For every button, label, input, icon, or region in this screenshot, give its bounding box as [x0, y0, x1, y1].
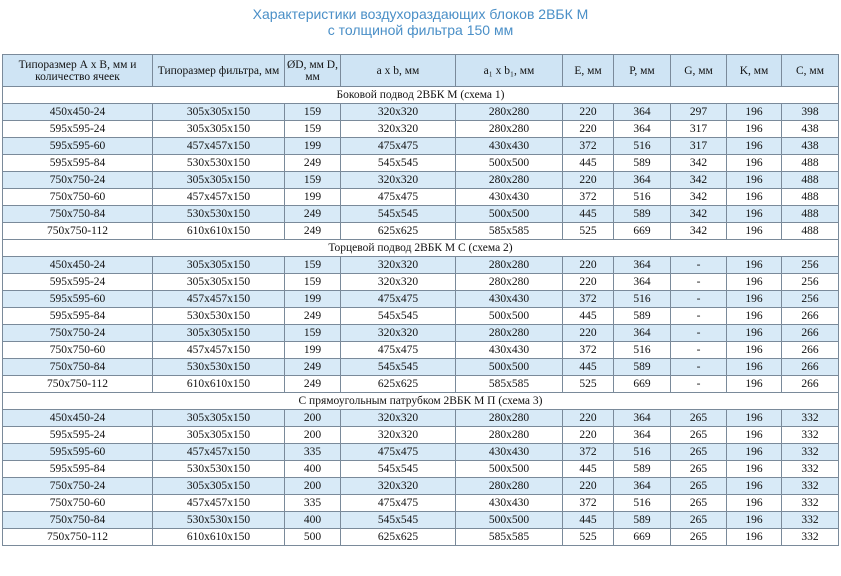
table-cell: 280x280: [456, 325, 563, 342]
table-row: [3, 512, 839, 529]
table-cell: 196: [727, 376, 782, 393]
header-cell: G, мм: [671, 55, 727, 87]
table-cell: 669: [614, 376, 671, 393]
table-cell: 159: [285, 172, 341, 189]
table-cell: 200: [285, 478, 341, 495]
table-cell: 516: [614, 495, 671, 512]
table-cell: 159: [285, 121, 341, 138]
table-cell: 320x320: [341, 121, 456, 138]
title-line-1: Характеристики воздухораздающих блоков 2ВБК М: [252, 6, 589, 22]
table-cell: 445: [563, 308, 614, 325]
table-cell: 589: [614, 155, 671, 172]
table-cell: 265: [671, 495, 727, 512]
table-cell: 750x750-112: [3, 529, 153, 546]
table-cell: 372: [563, 495, 614, 512]
table-row: [3, 189, 839, 206]
table-cell: 280x280: [456, 410, 563, 427]
table-cell: 457x457x150: [153, 291, 285, 308]
table-cell: 265: [671, 410, 727, 427]
table-cell: 430x430: [456, 138, 563, 155]
table-cell: 475x475: [341, 138, 456, 155]
table-cell: 196: [727, 529, 782, 546]
table-cell: 320x320: [341, 274, 456, 291]
table-cell: 220: [563, 478, 614, 495]
table-cell: 589: [614, 308, 671, 325]
table-row: [3, 478, 839, 495]
table-cell: 585x585: [456, 529, 563, 546]
table-cell: 750x750-84: [3, 359, 153, 376]
table-cell: 530x530x150: [153, 359, 285, 376]
table-cell: 342: [671, 155, 727, 172]
table-cell: 445: [563, 155, 614, 172]
table-cell: 445: [563, 512, 614, 529]
table-cell: 220: [563, 104, 614, 121]
table-cell: 625x625: [341, 376, 456, 393]
table-cell: 199: [285, 291, 341, 308]
table-cell: 220: [563, 427, 614, 444]
table-cell: 589: [614, 461, 671, 478]
table-cell: 320x320: [341, 104, 456, 121]
table-cell: 196: [727, 189, 782, 206]
table-cell: 430x430: [456, 291, 563, 308]
table-cell: 750x750-112: [3, 376, 153, 393]
header-cell: E, мм: [563, 55, 614, 87]
table-cell: 750x750-24: [3, 325, 153, 342]
table-cell: 196: [727, 495, 782, 512]
table-cell: 516: [614, 444, 671, 461]
table-cell: 595x595-84: [3, 308, 153, 325]
table-cell: 610x610x150: [153, 529, 285, 546]
table-cell: 342: [671, 172, 727, 189]
table-cell: 332: [782, 444, 839, 461]
section-header-row: [3, 393, 839, 410]
table-cell: 400: [285, 512, 341, 529]
section-title: Боковой подвод 2ВБК М (схема 1): [3, 87, 839, 104]
table-cell: 475x475: [341, 444, 456, 461]
table-cell: 196: [727, 172, 782, 189]
table-cell: 750x750-24: [3, 478, 153, 495]
table-cell: 196: [727, 104, 782, 121]
table-cell: 280x280: [456, 121, 563, 138]
table-cell: 342: [671, 206, 727, 223]
table-cell: 450x450-24: [3, 257, 153, 274]
table-cell: 750x750-24: [3, 172, 153, 189]
header-cell: C, мм: [782, 55, 839, 87]
table-cell: 196: [727, 461, 782, 478]
table-cell: 320x320: [341, 257, 456, 274]
table-cell: 196: [727, 410, 782, 427]
table-cell: 595x595-60: [3, 444, 153, 461]
table-cell: -: [671, 257, 727, 274]
table-cell: 266: [782, 325, 839, 342]
table-cell: 372: [563, 189, 614, 206]
table-cell: 266: [782, 342, 839, 359]
table-row: [3, 138, 839, 155]
table-cell: 196: [727, 308, 782, 325]
header-cell: a₁ x b₁, мм: [456, 55, 563, 87]
table-cell: 488: [782, 155, 839, 172]
table-cell: 305x305x150: [153, 325, 285, 342]
table-row: [3, 376, 839, 393]
table-cell: 196: [727, 155, 782, 172]
table-cell: 545x545: [341, 461, 456, 478]
table-cell: 488: [782, 223, 839, 240]
table-cell: 305x305x150: [153, 427, 285, 444]
table-cell: 450x450-24: [3, 104, 153, 121]
table-cell: 500x500: [456, 308, 563, 325]
table-cell: 530x530x150: [153, 308, 285, 325]
table-cell: 516: [614, 291, 671, 308]
table-cell: 545x545: [341, 359, 456, 376]
table-cell: 196: [727, 121, 782, 138]
table-row: [3, 529, 839, 546]
table-row: [3, 359, 839, 376]
table-cell: 398: [782, 104, 839, 121]
table-cell: 595x595-60: [3, 138, 153, 155]
table-cell: 589: [614, 512, 671, 529]
table-cell: 199: [285, 342, 341, 359]
table-cell: 249: [285, 223, 341, 240]
table-cell: 320x320: [341, 410, 456, 427]
header-cell: Типоразмер фильтра, мм: [153, 55, 285, 87]
table-row: [3, 104, 839, 121]
table-cell: -: [671, 359, 727, 376]
table-cell: 364: [614, 257, 671, 274]
table-cell: 317: [671, 138, 727, 155]
table-cell: 516: [614, 138, 671, 155]
table-cell: 200: [285, 410, 341, 427]
table-cell: 457x457x150: [153, 444, 285, 461]
table-cell: -: [671, 291, 727, 308]
table-cell: 516: [614, 342, 671, 359]
table-cell: 430x430: [456, 342, 563, 359]
table-cell: 545x545: [341, 308, 456, 325]
section-header-row: [3, 87, 839, 104]
table-cell: 430x430: [456, 444, 563, 461]
table-row: [3, 291, 839, 308]
table-cell: 320x320: [341, 478, 456, 495]
table-cell: 200: [285, 427, 341, 444]
table-cell: 342: [671, 223, 727, 240]
table-cell: 305x305x150: [153, 478, 285, 495]
table-cell: 305x305x150: [153, 274, 285, 291]
table-cell: 332: [782, 427, 839, 444]
table-cell: 265: [671, 444, 727, 461]
header-cell: a x b, мм: [341, 55, 456, 87]
table-cell: 196: [727, 444, 782, 461]
table-cell: 545x545: [341, 206, 456, 223]
table-cell: 610x610x150: [153, 376, 285, 393]
table-cell: 400: [285, 461, 341, 478]
table-cell: 196: [727, 257, 782, 274]
table-cell: 750x750-60: [3, 495, 153, 512]
table-cell: 265: [671, 512, 727, 529]
table-cell: 265: [671, 529, 727, 546]
table-cell: 196: [727, 325, 782, 342]
table-cell: 372: [563, 291, 614, 308]
table-row: [3, 342, 839, 359]
table-cell: -: [671, 376, 727, 393]
table-cell: 249: [285, 206, 341, 223]
table-cell: 196: [727, 138, 782, 155]
table-cell: 159: [285, 274, 341, 291]
table-cell: 595x595-24: [3, 121, 153, 138]
table-cell: 457x457x150: [153, 138, 285, 155]
table-cell: 445: [563, 461, 614, 478]
table-cell: 220: [563, 274, 614, 291]
table-cell: 320x320: [341, 427, 456, 444]
table-row: [3, 410, 839, 427]
table-cell: 332: [782, 410, 839, 427]
header-cell: ØD, мм D, мм: [285, 55, 341, 87]
table-cell: 585x585: [456, 376, 563, 393]
table-cell: 256: [782, 257, 839, 274]
table-cell: 305x305x150: [153, 172, 285, 189]
table-cell: 610x610x150: [153, 223, 285, 240]
table-cell: 220: [563, 257, 614, 274]
page-title: [0, 6, 841, 38]
table-cell: 525: [563, 529, 614, 546]
table-cell: 457x457x150: [153, 342, 285, 359]
table-cell: 196: [727, 512, 782, 529]
table-cell: 364: [614, 274, 671, 291]
table-cell: 266: [782, 308, 839, 325]
table-cell: 475x475: [341, 342, 456, 359]
table-cell: 475x475: [341, 495, 456, 512]
table-cell: 280x280: [456, 478, 563, 495]
table-cell: 196: [727, 342, 782, 359]
table-cell: 457x457x150: [153, 189, 285, 206]
section-header-row: [3, 240, 839, 257]
table-body: [3, 87, 839, 546]
table-cell: 430x430: [456, 495, 563, 512]
table-cell: 159: [285, 325, 341, 342]
table-cell: 199: [285, 138, 341, 155]
table-cell: 249: [285, 308, 341, 325]
table-row: [3, 427, 839, 444]
table-cell: 364: [614, 104, 671, 121]
table-cell: 457x457x150: [153, 495, 285, 512]
table-cell: 280x280: [456, 427, 563, 444]
table-cell: 669: [614, 529, 671, 546]
table-cell: 595x595-60: [3, 291, 153, 308]
table-cell: 595x595-24: [3, 427, 153, 444]
table-cell: 438: [782, 138, 839, 155]
table-cell: 364: [614, 325, 671, 342]
table-cell: 750x750-60: [3, 342, 153, 359]
table-cell: 332: [782, 529, 839, 546]
table-row: [3, 223, 839, 240]
table-cell: 297: [671, 104, 727, 121]
table-cell: 220: [563, 410, 614, 427]
table-cell: 220: [563, 121, 614, 138]
table-cell: 220: [563, 325, 614, 342]
table-cell: 249: [285, 376, 341, 393]
table-cell: -: [671, 325, 727, 342]
table-cell: 196: [727, 291, 782, 308]
table-cell: 500x500: [456, 359, 563, 376]
table-cell: 265: [671, 427, 727, 444]
header-cell: P, мм: [614, 55, 671, 87]
table-cell: 332: [782, 512, 839, 529]
table-cell: 372: [563, 342, 614, 359]
table-cell: 364: [614, 121, 671, 138]
table-row: [3, 495, 839, 512]
table-cell: -: [671, 308, 727, 325]
table-cell: 364: [614, 478, 671, 495]
table-cell: 516: [614, 189, 671, 206]
header-cell: K, мм: [727, 55, 782, 87]
table-cell: 317: [671, 121, 727, 138]
table-cell: 320x320: [341, 325, 456, 342]
table-row: [3, 274, 839, 291]
table-cell: 196: [727, 478, 782, 495]
table-cell: 335: [285, 444, 341, 461]
table-row: [3, 444, 839, 461]
table-cell: 196: [727, 206, 782, 223]
table-cell: 430x430: [456, 189, 563, 206]
table-cell: 525: [563, 223, 614, 240]
table-cell: 500: [285, 529, 341, 546]
table-cell: 530x530x150: [153, 206, 285, 223]
table-cell: 372: [563, 138, 614, 155]
table-cell: 595x595-84: [3, 461, 153, 478]
table-cell: 488: [782, 189, 839, 206]
table-cell: 256: [782, 291, 839, 308]
table-cell: 280x280: [456, 104, 563, 121]
table-cell: 525: [563, 376, 614, 393]
table-cell: 305x305x150: [153, 104, 285, 121]
header-row: [3, 55, 839, 87]
table-cell: 545x545: [341, 512, 456, 529]
table-cell: 196: [727, 359, 782, 376]
table-cell: 585x585: [456, 223, 563, 240]
table-cell: 595x595-24: [3, 274, 153, 291]
table-cell: 265: [671, 461, 727, 478]
table-cell: 750x750-60: [3, 189, 153, 206]
table-cell: 530x530x150: [153, 512, 285, 529]
table-cell: 220: [563, 172, 614, 189]
table-cell: 669: [614, 223, 671, 240]
table-cell: 159: [285, 104, 341, 121]
table-cell: 265: [671, 478, 727, 495]
table-cell: 438: [782, 121, 839, 138]
table-cell: 500x500: [456, 461, 563, 478]
table-cell: 530x530x150: [153, 461, 285, 478]
table-cell: 332: [782, 495, 839, 512]
table-cell: 266: [782, 376, 839, 393]
table-cell: 266: [782, 359, 839, 376]
table-cell: 445: [563, 206, 614, 223]
table-cell: 305x305x150: [153, 410, 285, 427]
table-cell: 249: [285, 155, 341, 172]
header-cell: Типоразмер А х В, мм и количество ячеек: [3, 55, 153, 87]
table-cell: 595x595-84: [3, 155, 153, 172]
table-cell: 249: [285, 359, 341, 376]
table-cell: 196: [727, 223, 782, 240]
table-row: [3, 325, 839, 342]
table-cell: 750x750-84: [3, 206, 153, 223]
table-cell: 280x280: [456, 257, 563, 274]
table-cell: 196: [727, 274, 782, 291]
table-cell: 256: [782, 274, 839, 291]
table-cell: 372: [563, 444, 614, 461]
table-cell: 280x280: [456, 172, 563, 189]
table-row: [3, 172, 839, 189]
table-cell: -: [671, 342, 727, 359]
table-cell: 332: [782, 461, 839, 478]
table-row: [3, 461, 839, 478]
title-line-2: с толщиной фильтра 150 мм: [327, 22, 514, 38]
table-cell: 332: [782, 478, 839, 495]
table-cell: 364: [614, 172, 671, 189]
table-row: [3, 155, 839, 172]
table-cell: 159: [285, 257, 341, 274]
table-cell: 500x500: [456, 512, 563, 529]
table-cell: 450x450-24: [3, 410, 153, 427]
table-cell: 589: [614, 359, 671, 376]
table-row: [3, 206, 839, 223]
table-cell: 488: [782, 172, 839, 189]
table-cell: 750x750-112: [3, 223, 153, 240]
table-cell: 196: [727, 427, 782, 444]
table-cell: 320x320: [341, 172, 456, 189]
table-cell: 545x545: [341, 155, 456, 172]
table-cell: 488: [782, 206, 839, 223]
table-row: [3, 257, 839, 274]
table-cell: 625x625: [341, 223, 456, 240]
table-row: [3, 308, 839, 325]
table-cell: 364: [614, 410, 671, 427]
table-cell: 305x305x150: [153, 121, 285, 138]
table-cell: 305x305x150: [153, 257, 285, 274]
table-cell: 199: [285, 189, 341, 206]
table-cell: 445: [563, 359, 614, 376]
table-row: [3, 121, 839, 138]
table-cell: 589: [614, 206, 671, 223]
table-cell: 475x475: [341, 291, 456, 308]
table-cell: -: [671, 274, 727, 291]
specs-table: [2, 54, 839, 546]
table-cell: 500x500: [456, 155, 563, 172]
table-cell: 364: [614, 427, 671, 444]
section-title: Торцевой подвод 2ВБК М С (схема 2): [3, 240, 839, 257]
table-cell: 280x280: [456, 274, 563, 291]
table-cell: 625x625: [341, 529, 456, 546]
table-cell: 342: [671, 189, 727, 206]
section-title: С прямоугольным патрубком 2ВБК М П (схема 3): [3, 393, 839, 410]
table-cell: 500x500: [456, 206, 563, 223]
table-cell: 750x750-84: [3, 512, 153, 529]
table-cell: 335: [285, 495, 341, 512]
table-cell: 530x530x150: [153, 155, 285, 172]
table-cell: 475x475: [341, 189, 456, 206]
